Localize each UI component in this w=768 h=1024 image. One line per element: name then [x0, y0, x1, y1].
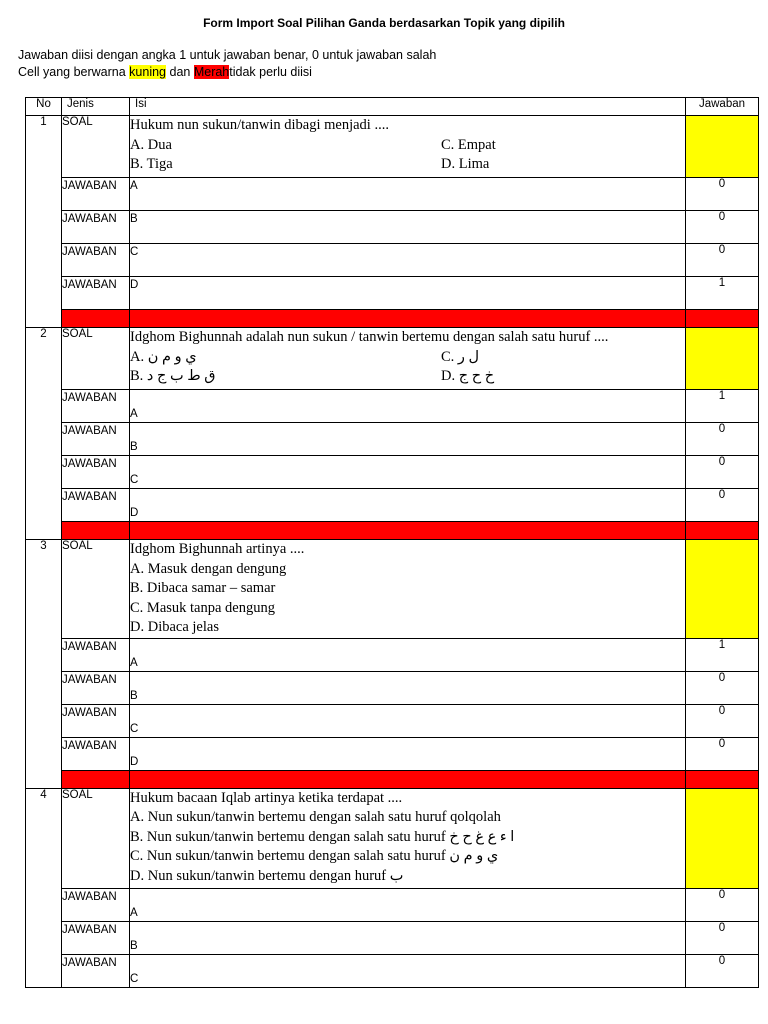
- jawaban-label: JAWABAN: [62, 737, 130, 770]
- answer-row: [26, 277, 759, 310]
- header-row: [26, 98, 759, 116]
- answer-value[interactable]: 0: [686, 178, 759, 211]
- form-title: Form Import Soal Pilihan Ganda berdasarkan Topik yang dipilih: [203, 16, 565, 30]
- question-number: 4: [26, 788, 62, 987]
- answer-letter[interactable]: C: [130, 456, 686, 489]
- answer-value[interactable]: 0: [686, 211, 759, 244]
- jawaban-label: JAWABAN: [62, 671, 130, 704]
- red-cell: [686, 310, 759, 328]
- answer-letter[interactable]: C: [130, 954, 686, 987]
- question-cell[interactable]: [130, 788, 686, 888]
- jawaban-label: JAWABAN: [62, 921, 130, 954]
- red-cell: [62, 310, 130, 328]
- option-b: B. Tiga: [130, 156, 173, 172]
- answer-value[interactable]: 1: [686, 390, 759, 423]
- option-d: D. Dibaca jelas: [130, 619, 219, 635]
- answer-letter[interactable]: A: [130, 390, 686, 423]
- answer-cell-yellow: [686, 328, 759, 390]
- soal-row: [26, 116, 759, 178]
- highlight-kuning: kuning: [129, 65, 167, 79]
- instruction-text: tidak perlu diisi: [229, 65, 312, 79]
- question-text: Hukum bacaan Iqlab artinya ketika terdapat ....: [130, 789, 403, 806]
- answer-value[interactable]: 0: [686, 244, 759, 277]
- answer-cell-yellow: [686, 788, 759, 888]
- instruction-line-2: [18, 65, 312, 79]
- red-cell: [130, 522, 686, 540]
- option-a: A. Dua: [130, 136, 172, 153]
- answer-letter[interactable]: A: [130, 638, 686, 671]
- highlight-merah: Merah: [193, 65, 230, 79]
- red-cell: [130, 310, 686, 328]
- jawaban-label: JAWABAN: [62, 244, 130, 277]
- question-cell[interactable]: [130, 540, 686, 639]
- question-number: 1: [26, 116, 62, 328]
- answer-value[interactable]: 0: [686, 921, 759, 954]
- question-cell[interactable]: [130, 328, 686, 390]
- answer-row: [26, 390, 759, 423]
- jawaban-label: JAWABAN: [62, 423, 130, 456]
- header-no: No: [26, 98, 62, 116]
- question-number: 3: [26, 540, 62, 789]
- soal-label: SOAL: [62, 540, 130, 639]
- option-b: B. ق ط ب ج د: [130, 368, 216, 384]
- answer-value[interactable]: 1: [686, 638, 759, 671]
- answer-cell-yellow: [686, 540, 759, 639]
- answer-cell-yellow: [686, 116, 759, 178]
- jawaban-label: JAWABAN: [62, 390, 130, 423]
- soal-label: SOAL: [62, 328, 130, 390]
- red-cell: [130, 770, 686, 788]
- option-b: B. Nun sukun/tanwin bertemu dengan salah satu huruf ا ء ع غ ح خ: [130, 828, 515, 845]
- answer-row: [26, 638, 759, 671]
- red-cell: [686, 522, 759, 540]
- jawaban-label: JAWABAN: [62, 277, 130, 310]
- question-text: Hukum nun sukun/tanwin dibagi menjadi ....: [130, 117, 389, 133]
- red-cell: [62, 770, 130, 788]
- soal-row: [26, 540, 759, 639]
- separator-row: [26, 522, 759, 540]
- answer-value[interactable]: 0: [686, 888, 759, 921]
- answer-letter[interactable]: A: [130, 888, 686, 921]
- jawaban-label: JAWABAN: [62, 638, 130, 671]
- option-c: C. ل ر: [441, 348, 480, 365]
- answer-letter[interactable]: B: [130, 423, 686, 456]
- answer-value[interactable]: 0: [686, 704, 759, 737]
- question-number: 2: [26, 328, 62, 540]
- option-b: B. Dibaca samar – samar: [130, 580, 276, 596]
- question-text: Idghom Bighunnah artinya ....: [130, 541, 305, 557]
- answer-row: [26, 704, 759, 737]
- option-c: C. Masuk tanpa dengung: [130, 599, 275, 616]
- answer-row: [26, 211, 759, 244]
- soal-row: [26, 788, 759, 888]
- answer-row: [26, 178, 759, 211]
- answer-letter[interactable]: C: [130, 704, 686, 737]
- option-d: D. Lima: [441, 156, 490, 172]
- separator-row: [26, 770, 759, 788]
- jawaban-label: JAWABAN: [62, 211, 130, 244]
- jawaban-label: JAWABAN: [62, 489, 130, 522]
- answer-value[interactable]: 0: [686, 423, 759, 456]
- answer-letter[interactable]: D: [130, 737, 686, 770]
- soal-label: SOAL: [62, 788, 130, 888]
- soal-label: SOAL: [62, 116, 130, 178]
- answer-row: [26, 737, 759, 770]
- option-c: C. Empat: [441, 136, 496, 153]
- answer-letter[interactable]: D: [130, 277, 686, 310]
- instruction-text: dan: [166, 65, 194, 79]
- question-text: Idghom Bighunnah adalah nun sukun / tanwin bertemu dengan salah satu huruf ....: [130, 329, 609, 345]
- answer-letter[interactable]: B: [130, 211, 686, 244]
- option-d: D. Nun sukun/tanwin bertemu dengan huruf ب: [130, 867, 404, 884]
- jawaban-label: JAWABAN: [62, 456, 130, 489]
- option-a: A. Nun sukun/tanwin bertemu dengan salah satu huruf qolqolah: [130, 809, 501, 825]
- red-cell: [686, 770, 759, 788]
- red-cell: [62, 522, 130, 540]
- instruction-line-1: Jawaban diisi dengan angka 1 untuk jawaban benar, 0 untuk jawaban salah: [18, 48, 437, 62]
- answer-value[interactable]: 0: [686, 456, 759, 489]
- answer-row: [26, 954, 759, 987]
- header-jawaban: Jawaban: [686, 98, 759, 116]
- option-c: C. Nun sukun/tanwin bertemu dengan salah satu huruf ي و م ن: [130, 848, 499, 864]
- answer-letter[interactable]: B: [130, 671, 686, 704]
- question-table: [25, 97, 759, 988]
- option-a: A. Masuk dengan dengung: [130, 560, 287, 577]
- answer-letter[interactable]: C: [130, 244, 686, 277]
- answer-letter[interactable]: A: [130, 178, 686, 211]
- jawaban-label: JAWABAN: [62, 704, 130, 737]
- header-jenis: Jenis: [62, 98, 130, 116]
- answer-letter[interactable]: D: [130, 489, 686, 522]
- answer-row: [26, 671, 759, 704]
- answer-row: [26, 888, 759, 921]
- answer-value[interactable]: 0: [686, 671, 759, 704]
- answer-row: [26, 244, 759, 277]
- answer-row: [26, 423, 759, 456]
- jawaban-label: JAWABAN: [62, 888, 130, 921]
- answer-value[interactable]: 0: [686, 737, 759, 770]
- separator-row: [26, 310, 759, 328]
- option-d: D. خ ح ج: [441, 368, 495, 384]
- option-a: A. ي و م ن: [130, 348, 197, 365]
- header-isi: Isi: [130, 98, 686, 116]
- soal-row: [26, 328, 759, 390]
- answer-value[interactable]: 0: [686, 954, 759, 987]
- answer-letter[interactable]: B: [130, 921, 686, 954]
- answer-value[interactable]: 0: [686, 489, 759, 522]
- answer-row: [26, 456, 759, 489]
- question-cell[interactable]: [130, 116, 686, 178]
- answer-row: [26, 489, 759, 522]
- instruction-text: Cell yang berwarna: [18, 65, 130, 79]
- answer-value[interactable]: 1: [686, 277, 759, 310]
- jawaban-label: JAWABAN: [62, 178, 130, 211]
- answer-row: [26, 921, 759, 954]
- jawaban-label: JAWABAN: [62, 954, 130, 987]
